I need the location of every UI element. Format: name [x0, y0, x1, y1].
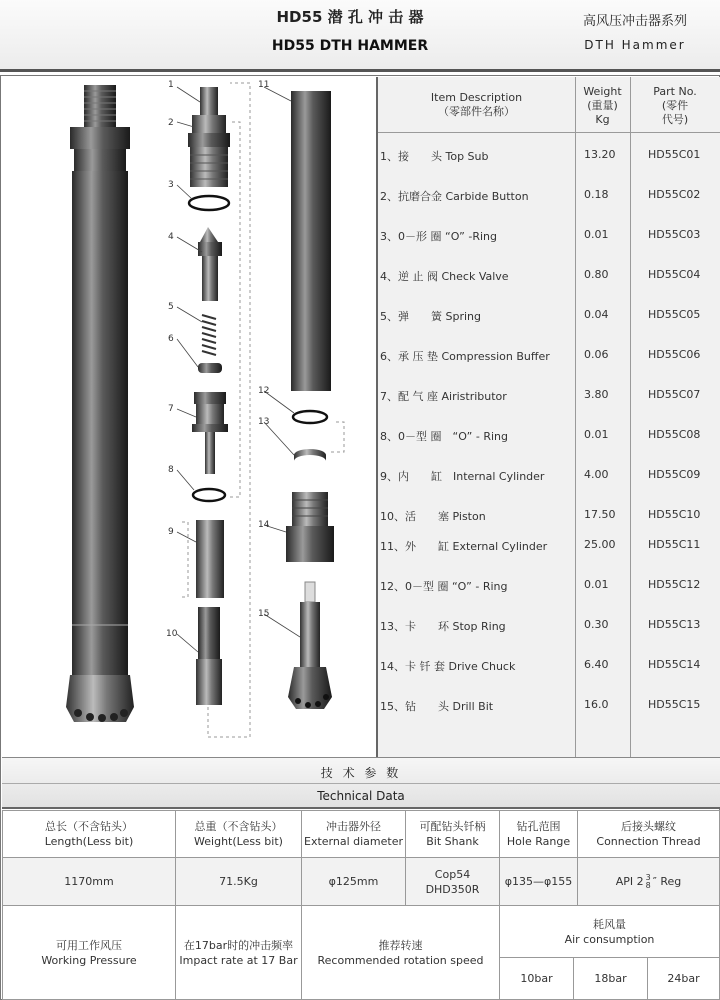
spec-header-thread: 后接头螺纹 Connection Thread	[578, 810, 720, 858]
technical-title-cn: 技 术 参 数	[320, 766, 402, 780]
row-weight: 0.01	[584, 428, 609, 441]
row-desc: 13、卡 环 Stop Ring	[380, 620, 506, 633]
row-desc: 12、0－型 圈 “O” - Ring	[380, 580, 508, 593]
specs-table	[2, 810, 720, 1000]
table-row	[378, 505, 720, 525]
row-desc: 6、承 压 垫 Compression Buffer	[380, 350, 550, 363]
row-desc: 7、配 气 座 Airistributor	[380, 390, 507, 403]
row-part-no: HD55C01	[648, 148, 701, 161]
spec-header-diameter: 冲击器外径 External diameter	[302, 810, 406, 858]
part-stop-ring	[294, 449, 326, 461]
row-part-no: HD55C09	[648, 468, 701, 481]
row-weight: 0.80	[584, 268, 609, 281]
col-header-part-no: Part No. (零件 代号)	[653, 85, 697, 126]
callout-1: 1	[168, 80, 174, 90]
row-part-no: HD55C14	[648, 658, 701, 671]
row-part-no: HD55C03	[648, 228, 701, 241]
table-row	[378, 425, 720, 445]
spec-header-air: 耗风量 Air consumption	[500, 906, 720, 958]
hammer-illustration	[2, 77, 378, 757]
row-desc: 5、弹 簧 Spring	[380, 310, 481, 323]
callout-3: 3	[168, 180, 174, 190]
spec-air-col-18bar: 18bar	[574, 958, 648, 1000]
col-header-weight: Weight (重量) Kg	[583, 85, 622, 126]
callout-13: 13	[258, 417, 270, 427]
table-row	[378, 265, 720, 285]
spec-header-impact: 在17bar时的冲击频率 Impact rate at 17 Bar	[176, 906, 302, 1000]
row-weight: 16.0	[584, 698, 609, 711]
table-row	[378, 535, 720, 555]
assembled-hammer	[66, 85, 134, 722]
technical-data-header	[2, 757, 720, 809]
part-o-ring-3	[189, 196, 229, 210]
table-row	[378, 145, 720, 165]
technical-title-en: Technical Data	[317, 789, 405, 803]
callout-9: 9	[168, 527, 174, 537]
spec-value-diameter: φ125mm	[302, 858, 406, 906]
table-row	[378, 345, 720, 365]
spec-header-hole-range: 钻孔范围 Hole Range	[500, 810, 578, 858]
part-o-ring-8	[193, 489, 225, 501]
table-row	[378, 575, 720, 595]
spec-value-hole-range: φ135—φ155	[500, 858, 578, 906]
row-part-no: HD55C06	[648, 348, 701, 361]
row-part-no: HD55C02	[648, 188, 701, 201]
row-weight: 0.01	[584, 228, 609, 241]
table-row	[378, 225, 720, 245]
part-drive-chuck	[286, 492, 334, 562]
page-header	[0, 0, 720, 72]
table-row	[378, 655, 720, 675]
row-part-no: HD55C11	[648, 538, 701, 551]
row-part-no: HD55C05	[648, 308, 701, 321]
table-row	[378, 185, 720, 205]
callout-6: 6	[168, 334, 174, 344]
part-external-cylinder	[291, 91, 331, 391]
spec-value-weight: 71.5Kg	[176, 858, 302, 906]
callout-7: 7	[168, 404, 174, 414]
part-o-ring-12	[293, 411, 327, 423]
parts-table	[378, 77, 720, 757]
table-row	[378, 385, 720, 405]
table-row	[378, 305, 720, 325]
row-part-no: HD55C13	[648, 618, 701, 631]
row-desc: 2、抗磨合金 Carbide Button	[380, 190, 529, 203]
callout-10: 10	[166, 629, 178, 639]
spec-header-length: 总长（不含钻头） Length(Less bit)	[2, 810, 176, 858]
row-desc: 15、钻 头 Drill Bit	[380, 700, 494, 713]
part-top-sub	[188, 87, 230, 187]
spec-header-rotation: 推荐转速 Recommended rotation speed	[302, 906, 500, 1000]
table-row	[378, 615, 720, 635]
row-desc: 4、逆 止 阀 Check Valve	[380, 270, 509, 283]
part-piston	[196, 607, 222, 705]
row-weight: 0.30	[584, 618, 609, 631]
spec-header-weight: 总重（不含钻头） Weight(Less bit)	[176, 810, 302, 858]
row-desc: 10、活 塞 Piston	[380, 510, 486, 523]
spec-value-thread: API 2 3 8 ″ Reg	[578, 858, 720, 906]
row-weight: 0.04	[584, 308, 609, 321]
callout-14: 14	[258, 520, 270, 530]
callout-5: 5	[168, 302, 174, 312]
callout-8: 8	[168, 465, 174, 475]
callout-11: 11	[258, 80, 270, 90]
part-air-distributor	[192, 392, 228, 474]
callout-15: 15	[258, 609, 270, 619]
row-part-no: HD55C08	[648, 428, 701, 441]
row-weight: 0.18	[584, 188, 609, 201]
col-header-description: Item Description （零部件名称）	[430, 91, 523, 118]
row-weight: 13.20	[584, 148, 616, 161]
part-internal-cylinder	[196, 520, 224, 598]
row-part-no: HD55C10	[648, 508, 701, 521]
callout-4: 4	[168, 232, 174, 242]
part-compression-buffer	[198, 363, 222, 373]
part-check-valve	[198, 227, 222, 301]
row-desc: 8、0－型 圈 “O” - Ring	[380, 430, 508, 443]
title-en: HD55 DTH HAMMER	[271, 38, 429, 54]
exploded-drawing	[2, 77, 378, 757]
spec-air-col-10bar: 10bar	[500, 958, 574, 1000]
spec-header-bit-shank: 可配钻头钎柄 Bit Shank	[406, 810, 500, 858]
row-weight: 3.80	[584, 388, 609, 401]
series-en: DTH Hammer	[584, 38, 686, 52]
row-desc: 14、卡 钎 套 Drive Chuck	[380, 660, 516, 673]
series-cn: 高风压冲击器系列	[582, 14, 687, 29]
row-desc: 3、0－形 圈 “O” -Ring	[380, 230, 497, 243]
spec-air-col-24bar: 24bar	[648, 958, 720, 1000]
row-weight: 0.01	[584, 578, 609, 591]
row-weight: 17.50	[584, 508, 616, 521]
row-part-no: HD55C15	[648, 698, 701, 711]
row-desc: 11、外 缸 External Cylinder	[380, 540, 548, 553]
row-desc: 1、接 头 Top Sub	[380, 150, 489, 163]
title-cn: HD55 潜 孔 冲 击 器	[276, 8, 424, 26]
row-weight: 4.00	[584, 468, 609, 481]
table-row	[378, 465, 720, 485]
row-part-no: HD55C04	[648, 268, 701, 281]
row-weight: 25.00	[584, 538, 616, 551]
table-row	[378, 695, 720, 715]
part-spring	[202, 315, 216, 355]
row-part-no: HD55C12	[648, 578, 701, 591]
spec-header-pressure: 可用工作风压 Working Pressure	[2, 906, 176, 1000]
row-part-no: HD55C07	[648, 388, 701, 401]
part-drill-bit	[288, 582, 332, 709]
callout-2: 2	[168, 118, 174, 128]
row-weight: 6.40	[584, 658, 609, 671]
spec-value-bit-shank: Cop54 DHD350R	[406, 858, 500, 906]
spec-value-length: 1170mm	[2, 858, 176, 906]
callout-12: 12	[258, 386, 270, 396]
row-desc: 9、内 缸 Internal Cylinder	[380, 470, 545, 483]
row-weight: 0.06	[584, 348, 609, 361]
